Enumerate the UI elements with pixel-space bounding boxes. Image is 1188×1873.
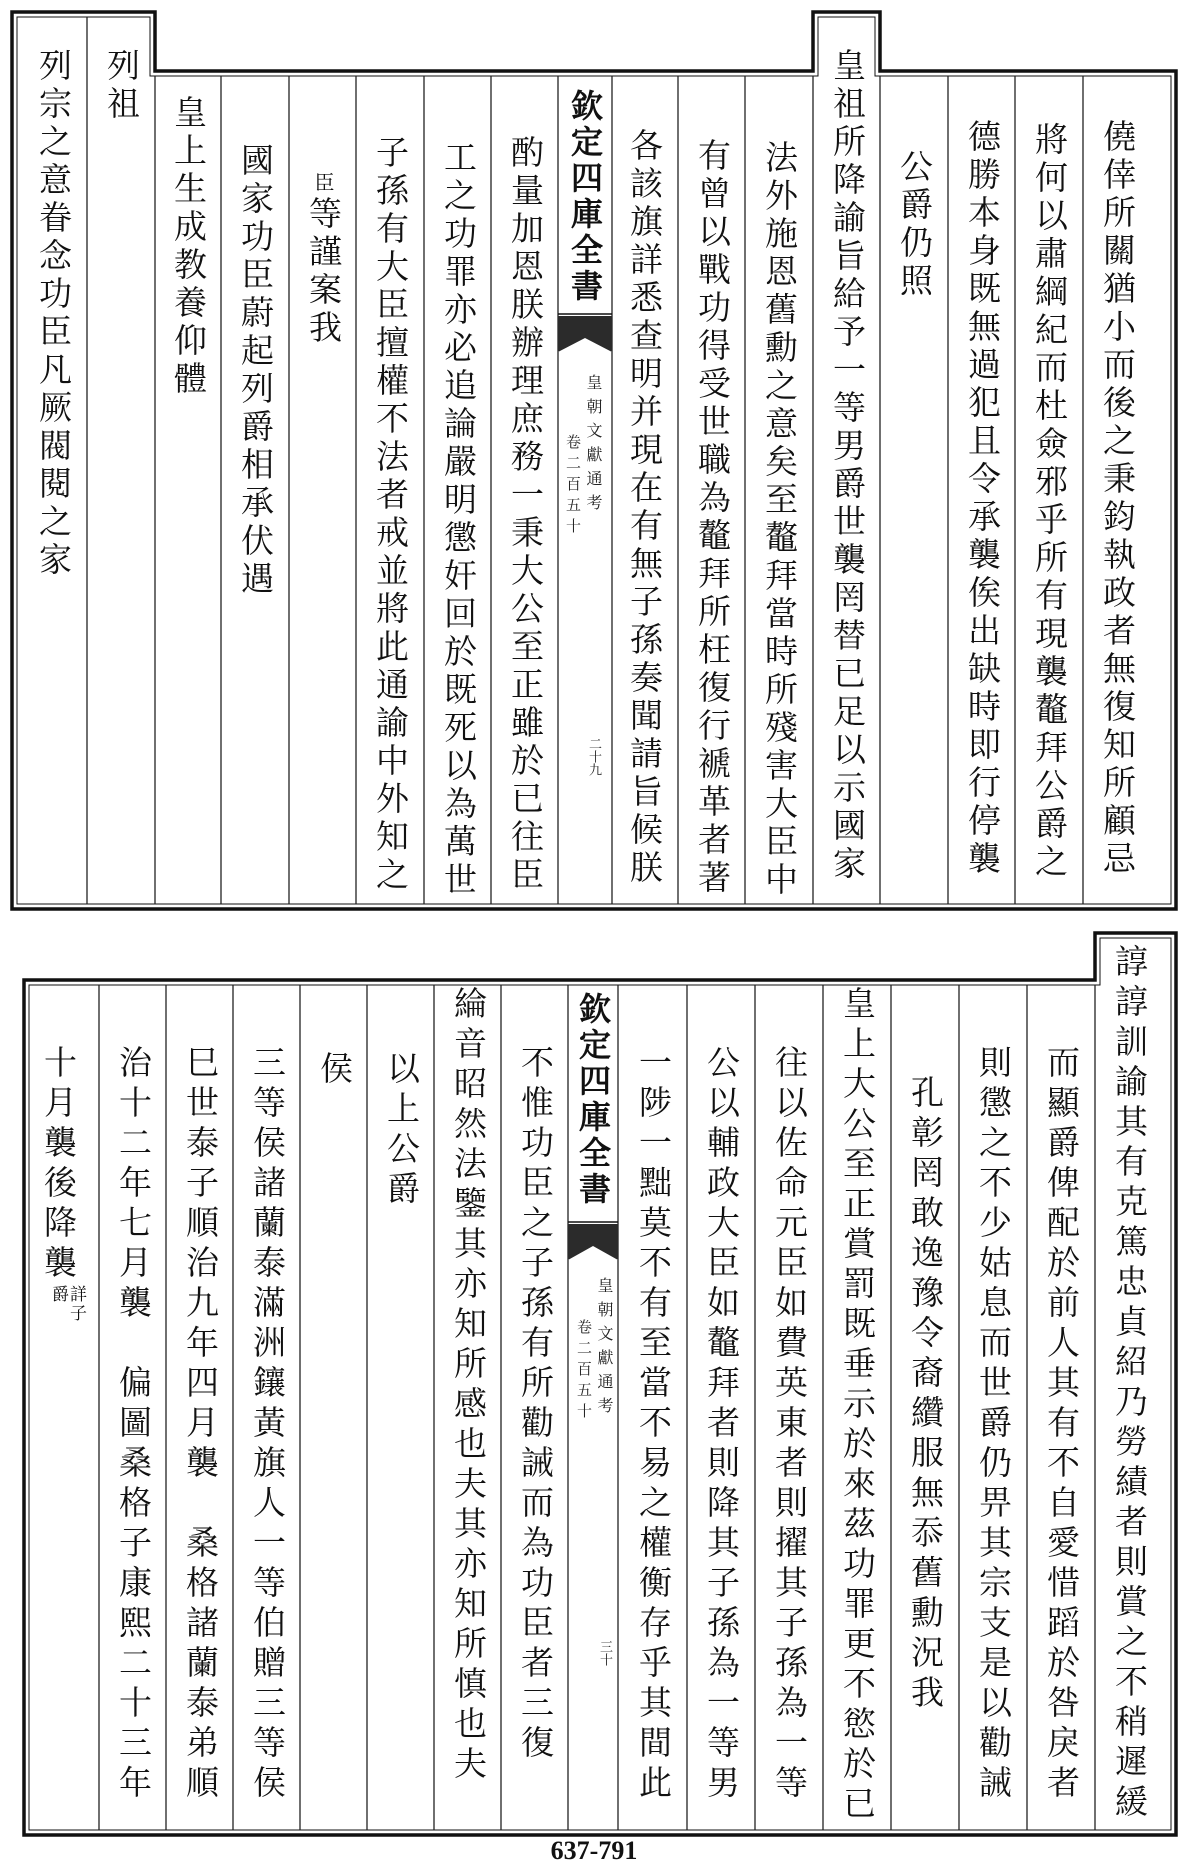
fold-title: 欽定四庫全書: [566, 89, 604, 305]
section-heading: 以上公爵: [382, 1051, 421, 1211]
column-text: 十月襲後降襲: [39, 1045, 78, 1285]
text-column-elevated: 列祖: [102, 48, 141, 124]
text-column: 一陟一黜莫不有至當不易之權衡存乎其間此: [634, 1045, 673, 1805]
text-column: 綸音昭然法鑒其亦知所感也夫其亦知所慎也夫: [449, 986, 488, 1786]
text-column: 國家功臣蔚起列爵相承伏遇: [236, 143, 275, 599]
text-column: 公爵仍照: [895, 149, 934, 301]
fold-volume: 卷二百五十: [575, 1319, 593, 1424]
text-column-commentary: [303, 172, 343, 348]
small-glyph: 臣: [311, 172, 335, 196]
text-column: 各該旗詳悉查明并現在有無子孫奏聞請旨候朕: [625, 128, 664, 888]
note-line: 詳子: [66, 1285, 86, 1323]
text-column: 皇上大公至正賞罰既垂示於來茲功罪更不慾於已: [838, 986, 877, 1826]
text-column: 往以佐命元臣如費英東者則擢其子孫為一等: [770, 1045, 809, 1805]
text-column-elevated: 諄諄訓諭其有克篤忠貞紹乃勞績者則賞之不稍遲緩: [1110, 944, 1149, 1824]
lower-fishtail-mark: [568, 1222, 618, 1260]
page-number: 637-791: [550, 1836, 638, 1865]
upper-fishtail-mark: [558, 314, 612, 352]
text-column: 三等侯諸蘭泰滿洲鑲黃旗人一等伯贈三等侯: [248, 1045, 287, 1805]
text-column: 公以輔政大臣如鼇拜者則降其子孫為一等男: [702, 1045, 741, 1805]
section-heading: 侯: [315, 1051, 354, 1091]
text-column: 則懲之不少姑息而世爵仍畀其宗支是以勸誡: [974, 1045, 1013, 1805]
text-column: 有曾以戰功得受世職為鼇拜所枉復行褫革者著: [693, 138, 732, 898]
text-column: 治十二年七月襲 偏圖桑格子康熙二十三年: [114, 1045, 153, 1805]
text-column: 法外施恩舊勳之意矣至鼇拜當時所殘害大臣中: [760, 140, 799, 900]
fold-leaf-number: 二十九: [586, 737, 601, 776]
text-column: 巳世泰子順治九年四月襲 桑格諸蘭泰弟順: [181, 1045, 220, 1805]
text-column: 將何以肅綱紀而杜僉邪乎所有現襲鼇拜公爵之: [1030, 122, 1069, 882]
interlinear-note: [49, 1285, 85, 1323]
column-text: 等謹案我: [304, 196, 343, 348]
fold-title: 欽定四庫全書: [574, 992, 612, 1208]
text-column: 皇上生成教養仰體: [169, 95, 208, 399]
text-column-elevated: 皇祖所降諭旨給予一等男爵世襲罔替已足以示國家: [828, 48, 867, 884]
text-column: [39, 1045, 86, 1323]
text-column: 德勝本身既無過犯且令承襲俟出缺時即行停襲: [963, 119, 1002, 879]
fold-leaf-number: 三十: [597, 1640, 612, 1666]
text-column: 不惟功臣之子孫有所勸誡而為功臣者三復: [516, 1045, 555, 1765]
text-column-elevated: 列宗之意眷念功臣凡厥閥閱之家: [34, 48, 73, 580]
note-line: 爵: [48, 1285, 68, 1304]
text-column: 酌量加恩朕辦理庶務一秉大公至正雖於已往臣: [506, 135, 545, 895]
fold-book-name: 皇朝文獻通考: [584, 374, 603, 518]
fold-volume: 卷二百五十: [564, 434, 582, 539]
text-column: 而顯爵俾配於前人其有不自愛惜蹈於咎戾者: [1042, 1045, 1081, 1805]
fold-book-name: 皇朝文獻通考: [595, 1277, 614, 1421]
text-column: 僥倖所關猶小而後之秉鈞執政者無復知所顧忌: [1098, 119, 1137, 879]
text-column: 孔彰罔敢逸豫令裔纘服無忝舊勳況我: [906, 1075, 945, 1715]
text-column: 子孫有大臣擅權不法者戒並將此通諭中外知之: [371, 135, 410, 895]
text-column: 工之功罪亦必追論嚴明懲奸回於既死以為萬世: [439, 140, 478, 900]
